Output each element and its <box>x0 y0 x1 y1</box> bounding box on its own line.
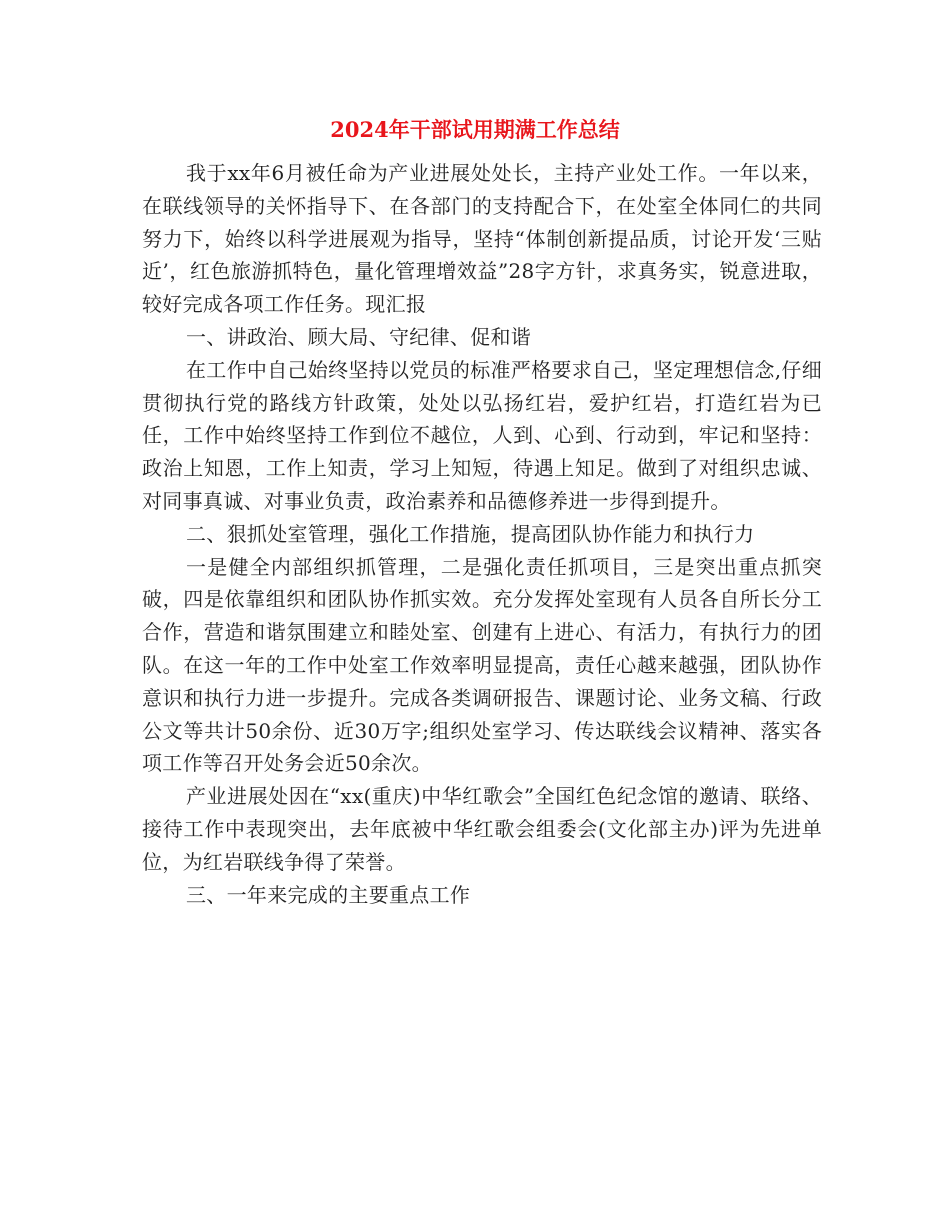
section-heading-2: 二、狠抓处室管理，强化工作措施，提高团队协作能力和执行力 <box>186 521 755 546</box>
paragraph-politics: 在工作中自己始终坚持以党员的标准严格要求自己，坚定理想信念,仔细贯彻执行党的路线方针政策，处处以弘扬红岩，爱护红岩，打造红岩为已任，工作中始终坚持工作到位不越位，人到、心到、行动到，牢记和坚持：政治上知恩，工作上知责，学习上知短，待遇上知足。做到了对组织忠诚、对同事真诚、对事业负责，政治素养和品德修养进一步得到提升。 <box>142 357 822 513</box>
document-body <box>142 157 822 911</box>
document-title: 2024年干部试用期满工作总结 <box>330 117 620 142</box>
paragraph-honor: 产业进展处因在“xx(重庆)中华红歌会”全国红色纪念馆的邀请、联络、接待工作中表现突出，去年底被中华红歌会组委会(文化部主办)评为先进单位，为红岩联线争得了荣誉。 <box>142 784 822 874</box>
paragraph-intro: 我于xx年6月被任命为产业进展处处长，主持产业处工作。一年以来，在联线领导的关怀指导下、在各部门的支持配合下，在处室全体同仁的共同努力下，始终以科学进展观为指导，坚持“体制创新提品质，讨论开发‘三贴近’，红色旅游抓特色，量化管理增效益”28字方针，求真务实，锐意进取，较好完成各项工作任务。现汇报 <box>142 161 822 317</box>
section-heading-3: 三、一年来完成的主要重点工作 <box>186 882 471 907</box>
paragraph-management: 一是健全内部组织抓管理，二是强化责任抓项目，三是突出重点抓突破，四是依靠组织和团队协作抓实效。充分发挥处室现有人员各自所长分工合作，营造和谐氛围建立和睦处室、创建有上进心、有活力，有执行力的团队。在这一年的工作中处室工作效率明显提高，责任心越来越强，团队协作意识和执行力进一步提升。完成各类调研报告、课题讨论、业务文稿、行政公文等共计50余份、近30万字;组织处室学习、传达联线会议精神、落实各项工作等召开处务会近50余次。 <box>142 554 822 776</box>
section-heading-1: 一、讲政治、顾大局、守纪律、促和谐 <box>186 324 532 349</box>
